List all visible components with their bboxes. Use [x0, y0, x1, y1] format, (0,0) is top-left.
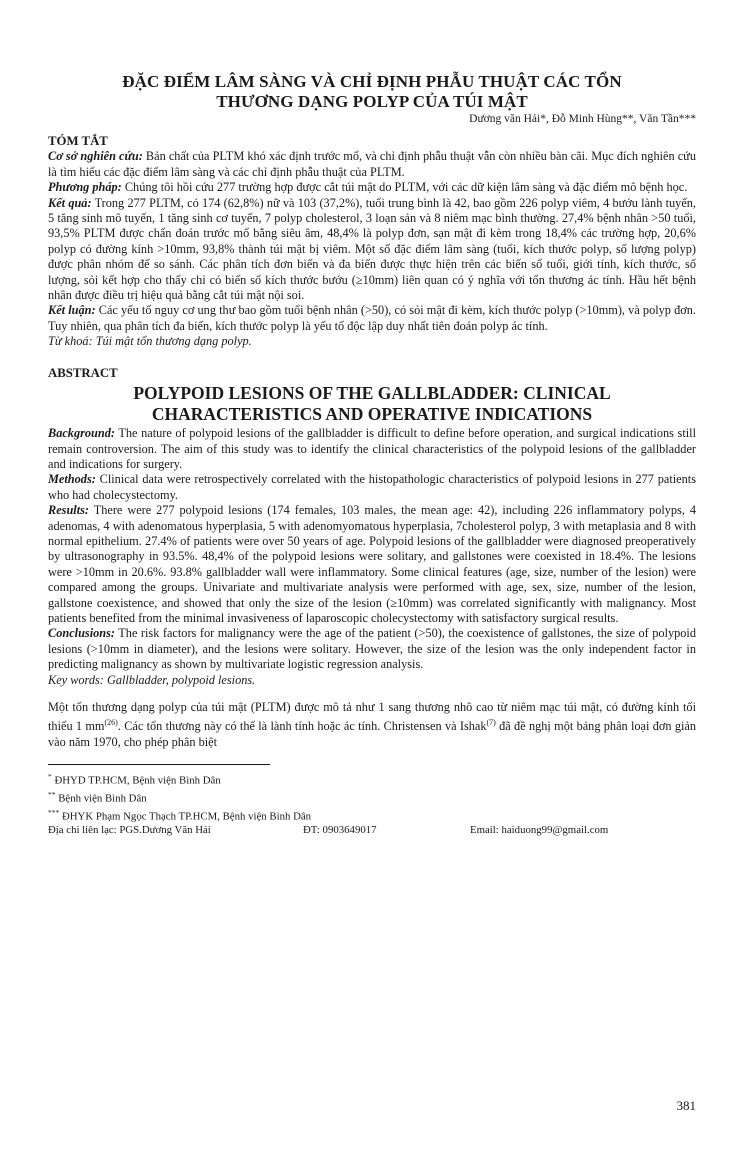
footnote-mark-3: *** [48, 807, 60, 817]
footnote-mark-1: * [48, 772, 52, 782]
en-title [48, 383, 696, 425]
vn-methods [48, 180, 696, 195]
intro-text-c: đã đề nghị một bảng phân loại đơn giản vào năm 1970, cho phép phân biệt [48, 719, 697, 749]
vn-conclusion-label: Kết luận: [48, 303, 96, 318]
vn-title [48, 72, 696, 112]
en-conclusion-text: The risk factors for malignancy were the age of the patient (>50), the coexistence of gallstones, the size of polypoid lesions (>10mm in diameter), and the lesions were solitary. However, the size of the lesion was the only independent factor in predicting malignancy as shown by multivariate logistic regression analysis. [48, 626, 696, 672]
authors: Dương văn Hải*, Đỗ Minh Hùng**, Văn Tần*** [469, 113, 696, 125]
footnote-1 [48, 770, 696, 788]
contact-row [48, 824, 696, 837]
intro-text-b: . Các tổn thương này có thể là lành tính hoặc ác tính. Christensen và Ishak [117, 719, 487, 734]
vn-background-label: Cơ sở nghiên cứu: [48, 149, 143, 164]
vn-keywords-text: Túi mật tổn thương dạng polyp. [92, 334, 252, 349]
en-methods-text: Clinical data were retrospectively correlated with the histopathologic characteristics of polypoid lesions in 277 patients who had cholecystectomy. [48, 472, 696, 502]
en-abstract-heading: ABSTRACT [48, 365, 118, 380]
en-background [48, 426, 696, 472]
intro-paragraph [48, 700, 696, 750]
footnote-divider [48, 764, 270, 765]
vn-methods-text: Chúng tôi hồi cứu 277 trường hợp được cắt túi mật do PLTM, với các dữ kiện lâm sàng và đặc điểm mô bệnh học. [121, 180, 688, 195]
vn-conclusion [48, 303, 696, 334]
vn-results [48, 196, 696, 304]
en-keywords-label: Key words: [48, 672, 104, 687]
en-results [48, 503, 696, 626]
vn-conclusion-text: Các yếu tố nguy cơ ung thư bao gồm tuổi bệnh nhân (>50), có sỏi mật đi kèm, kích thước polyp (>10mm), và polyp đơn. Tuy nhiên, qua phân tích đa biến, kích thước polyp là yếu tố độc lập duy nhất tiên đoán polyp ác tính. [48, 303, 696, 333]
vn-results-text: Trong 277 PLTM, có 174 (62,8%) nữ và 103 (37,2%), tuổi trung bình là 42, bao gồm 226 polyp viêm, 4 bướu lành tuyến, 5 tăng sinh mô tuyến, 1 tăng sinh cơ tuyến, 7 polyp cholesterol, 3 loạn sản và 8 niêm mạc bình thường. 27,4% bệnh nhân >50 tuổi, 93,5% PLTM được chẩn đoán trước mổ bằng siêu âm, 48,4% là polyp đơn, sạn mật đi kèm trong 18,4% các trường hợp, 20,6% polyp có đường kính >10mm, 93,8% thành túi mật bị viêm. Một số đặc điểm lâm sàng (tuổi, kích thước polyp, số lượng polyp) được phân nhóm để so sánh. Các phân tích đơn biến và đa biến được thực hiện trên các biến số tuổi, giới tính, kích thước, số lượng, sỏi kết hợp cho thấy chỉ có biến số kích thước bướu (≥10mm) liên quan có ý nghĩa với tổn thương ác tính. Hầu hết bệnh nhân được điều trị hiệu quả bằng cắt túi mật nội soi. [48, 195, 696, 303]
vn-results-label: Kết quả: [48, 195, 92, 210]
vn-keywords [48, 334, 696, 349]
en-title-line-1: POLYPOID LESIONS OF THE GALLBLADDER: CLINICAL [133, 383, 611, 404]
footnote-text-1: ĐHYD TP.HCM, Bệnh viện Bình Dân [51, 774, 221, 787]
en-results-label: Results: [48, 503, 89, 518]
footnote-3 [48, 806, 696, 824]
vn-background-text: Bản chất của PLTM khó xác định trước mổ, và chỉ định phẫu thuật vẫn còn nhiều bàn cãi. Mục đích nghiên cứu là tìm hiểu các đặc điểm lâm sàng và các chỉ định phẫu thuật của PLTM. [48, 149, 696, 179]
contact-address: Địa chỉ liên lạc: PGS.Dương Văn Hải [48, 823, 211, 836]
vn-title-line-2: THƯƠNG DẠNG POLYP CỦA TÚI MẬT [216, 92, 528, 111]
footnote-text-2: Bệnh viện Bình Dân [55, 792, 147, 805]
page-number: 381 [676, 1098, 696, 1113]
footnote-2 [48, 788, 696, 806]
citation-26: (26) [104, 718, 118, 728]
vn-title-line-1: ĐẶC ĐIỂM LÂM SÀNG VÀ CHỈ ĐỊNH PHẪU THUẬT CÁC TỔN [122, 72, 622, 91]
en-background-text: The nature of polypoid lesions of the gallbladder is difficult to define before operation, and surgical indications still remain controversion. The aim of this study was to identify the clinical characteristics of the polypoid lesions of the gallbladder and indications for surgery. [48, 426, 696, 471]
en-keywords [48, 673, 696, 688]
en-results-text: There were 277 polypoid lesions (174 females, 103 males, the mean age: 42), including 226 inflammatory polyps, 4 adenomas, 4 with adenomatous hyperplasia, 5 with adenomyomatous hyperplasia, 7cholesterol polyp, 3 with metaplasia and 8 with normal epithelium. 27.4% of patients were over 50 years of age. Polypoid lesions of the gallbladder were diagnosed preoperatively by ultrasonography in 93.5%. 48,4% of the polypoid lesions were solitary, and gallstones were coexisted in 18.4%. The lesions were >10mm in 20.6%. 93.8% gallbladder wall were inflammatory. Some clinical features (age, size, number of the lesion) were compared among the groups. Univariate and multivariate analysis were performed with age, sex, size, number of the lesion, gallstone coexistence, and showed that only the size of the lesion (≥10mm) was correlated significantly with malignancy. Most patients benefited from the minimal invasiveness of laparoscopic cholecystectomy with satisfactory surgical results. [48, 503, 696, 625]
vn-keywords-label: Từ khoá: [48, 334, 93, 349]
en-conclusion-label: Conclusions: [48, 626, 115, 641]
vn-methods-label: Phương pháp: [48, 180, 122, 195]
citation-7: (7) [486, 718, 496, 728]
footnote-mark-2: ** [48, 790, 56, 800]
vn-abstract-heading: TÓM TẮT [48, 134, 108, 148]
en-keywords-text: Gallbladder, polypoid lesions. [103, 672, 256, 687]
en-methods [48, 472, 696, 503]
contact-email: Email: haiduong99@gmail.com [470, 823, 609, 836]
en-methods-label: Methods: [48, 472, 96, 487]
en-conclusion [48, 626, 696, 672]
footnote-text-3: ĐHYK Phạm Ngọc Thạch TP.HCM, Bệnh viện Bình Dân [59, 810, 312, 823]
vn-background [48, 149, 696, 180]
intro-text-a: Một tổn thương dạng polyp của túi mật (PLTM) được mô tả như 1 sang thương nhô cao từ niêm mạc túi mật, có đường kính tối thiểu 1 mm [48, 700, 696, 734]
contact-phone: ĐT: 0903649017 [303, 823, 377, 836]
en-title-line-2: CHARACTERISTICS AND OPERATIVE INDICATIONS [151, 404, 593, 425]
en-background-label: Background: [48, 426, 115, 441]
